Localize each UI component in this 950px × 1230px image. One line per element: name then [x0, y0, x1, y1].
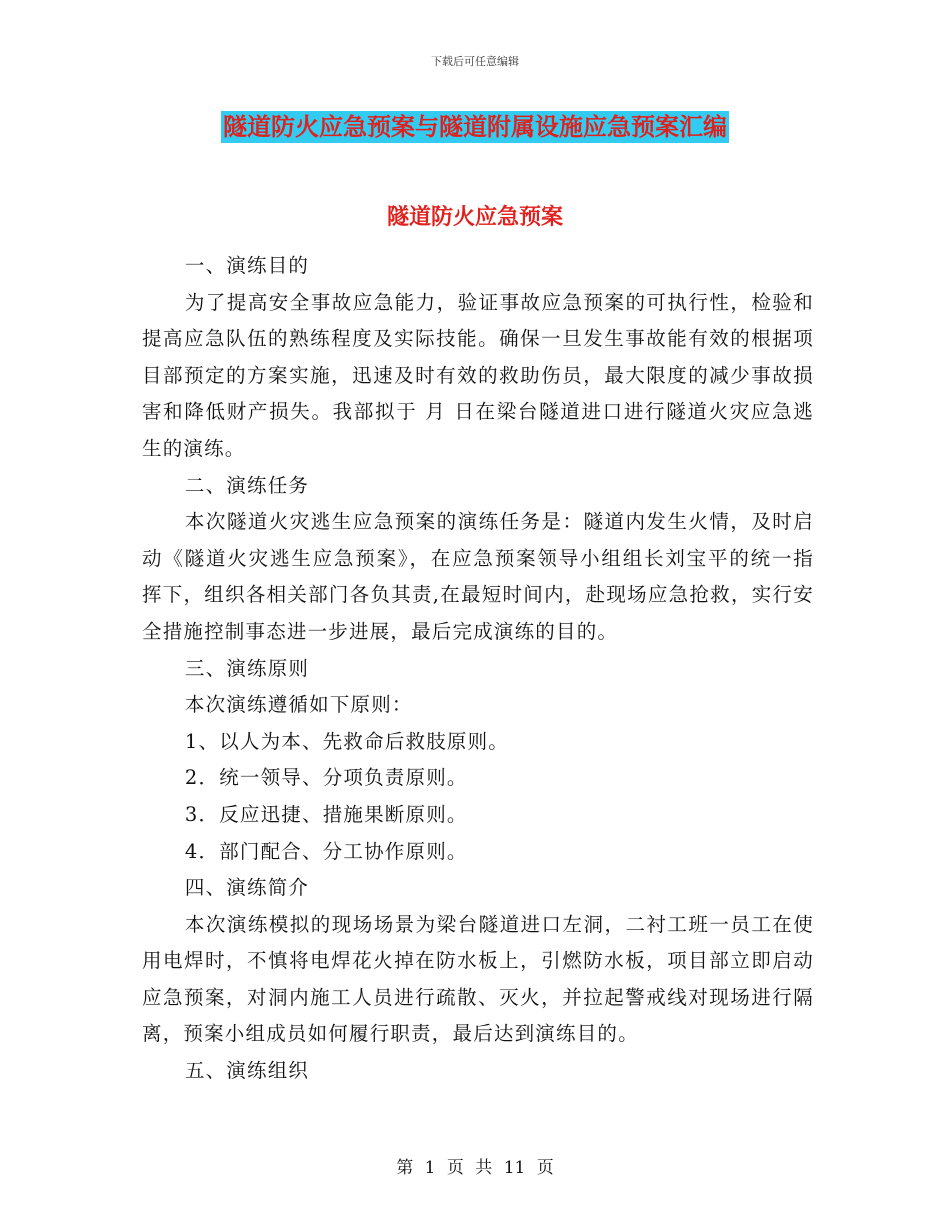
paragraph-drill-overview: 本次演练模拟的现场场景为梁台隧道进口左洞，二衬工班一员工在使用电焊时，不慎将电焊花火掉在防水板上，引燃防水板，项目部立即启动应急预案，对洞内施工人员进行疏散、灭火，并拉起警戒线对现场进行隔离，预案小组成员如何履行职责，最后达到演练目的。 — [142, 912, 814, 1046]
header-note: 下载后可任意编辑 — [431, 55, 519, 68]
heading-drill-organization: 五、演练组织 — [184, 1059, 310, 1083]
paragraph-principles-intro: 本次演练遵循如下原则： — [184, 693, 413, 717]
heading-drill-task: 二、演练任务 — [184, 473, 310, 497]
document-title: 隧道防火应急预案与隧道附属设施应急预案汇编 — [223, 112, 727, 141]
heading-drill-purpose: 一、演练目的 — [184, 254, 310, 277]
principle-item-4: 4．部门配合、分工协作原则。 — [184, 839, 468, 863]
paragraph-drill-purpose: 为了提高安全事故应急能力，验证事故应急预案的可执行性，检验和提高应急队伍的熟练程度及实际技能。确保一旦发生事故能有效的根据项目部预定的方案实施，迅速及时有效的救助伤员，最大限度的减少事故损害和降低财产损失。我部拟于 月 日在梁台隧道进口进行隧道火灾应急逃生的演练。 — [142, 290, 814, 460]
heading-drill-overview: 四、演练简介 — [184, 876, 310, 900]
heading-drill-principles: 三、演练原则 — [184, 656, 310, 680]
document-body — [142, 248, 814, 1090]
principle-item-3: 3．反应迅捷、措施果断原则。 — [184, 802, 468, 826]
page-number-footer: 第 1 页 共 11 页 — [396, 1158, 554, 1178]
section-title: 隧道防火应急预案 — [386, 204, 563, 230]
principle-item-2: 2．统一领导、分项负责原则。 — [184, 766, 468, 790]
document-title-wrapper — [0, 111, 950, 143]
paragraph-drill-task: 本次隧道火灾逃生应急预案的演练任务是：隧道内发生火情，及时启动《隧道火灾逃生应急预案》，在应急预案领导小组组长刘宝平的统一指挥下，组织各相关部门各负其责,在最短时间内，赴现场应急抢救，实行安全措施控制事态进一步进展，最后完成演练的目的。 — [142, 510, 814, 643]
principle-item-1: 1、以人为本、先救命后救肢原则。 — [184, 729, 509, 753]
